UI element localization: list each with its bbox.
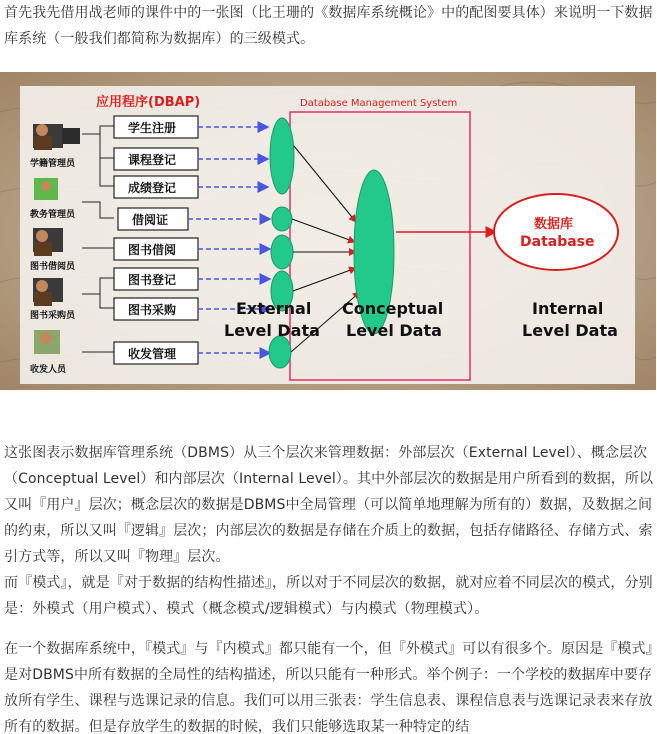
schema-paragraph: 而『模式』，就是『对于数据的结构性描述』，所以对于不同层次的数据，就对应着不同层次的模式，分别是：外模式（用户模式）、模式（概念模式/逻辑模式）与内模式（物理模式）。 xyxy=(4,575,653,617)
program-label-5: 图书借阅 xyxy=(128,243,177,257)
three-level-schema-figure xyxy=(0,72,656,390)
external-label-line2: Level Data xyxy=(224,321,320,340)
user-icon-2 xyxy=(34,178,58,200)
user-icon-4 xyxy=(33,278,63,306)
conceptual-label-line2: Level Data xyxy=(346,321,442,340)
program-label-6: 图书登记 xyxy=(128,273,177,287)
internal-label-line2: Level Data xyxy=(522,321,618,340)
program-label-8: 收发管理 xyxy=(128,347,177,361)
database-ellipse xyxy=(494,194,618,270)
internal-label-line1: Internal xyxy=(532,299,604,318)
program-label-1: 学生注册 xyxy=(128,121,177,135)
user-label-5: 收发人员 xyxy=(30,365,67,375)
external-label-line1: External xyxy=(236,299,312,318)
program-label-4: 借阅证 xyxy=(132,213,169,227)
user-icon-3 xyxy=(33,228,63,256)
example-paragraph: 在一个数据库系统中，『模式』与『内模式』都只能有一个，但『外模式』可以有很多个。原因是『模式』是对DBMS中所有数据的全局性的结构描述，所以只能有一种形式。举个例子：一个学校的数据库中要存放所有学生、课程与选课记录的信息。我们可以用三张表：学生信息表、课程信息表与选课记录表来存放所有的数据。但是存放学生的数据的时候，我们只能够选取某一种特定的结 xyxy=(4,641,653,734)
user-label-1: 学籍管理员 xyxy=(30,159,76,169)
program-label-7: 图书采购 xyxy=(128,303,177,317)
conceptual-label-line1: Conceptual xyxy=(342,299,444,318)
dbms-label: Database Management System xyxy=(300,98,458,109)
levels-paragraph: 这张图表示数据库管理系统（DBMS）从三个层次来管理数据：外部层次（External Level）、概念层次（Conceptual Level）和内部层次（Internal Level）。其中外部层次的数据是用户所看到的数据，所以又叫『用户』层次；概念层次的数据是DBMS中全局管理（可以简单地理解为所有的）数据，及数据之间的约束，所以又叫『逻辑』层次；内部层次的数据是存储在介质上的数据，包括存储路径、存储方式、索引方式等，所以又叫『物理』层次。 xyxy=(4,445,654,565)
user-icon-5 xyxy=(34,330,60,354)
user-label-3: 图书借阅员 xyxy=(30,262,76,272)
user-label-4: 图书采购员 xyxy=(30,311,76,321)
schema-diagram xyxy=(0,72,656,390)
program-label-3: 成绩登记 xyxy=(128,181,177,195)
database-label-cn: 数据库 xyxy=(534,217,574,232)
program-label-2: 课程登记 xyxy=(128,153,177,167)
database-label-en: Database xyxy=(520,234,595,250)
app-label: 应用程序(DBAP) xyxy=(96,95,201,110)
user-label-2: 教务管理员 xyxy=(30,210,76,220)
intro-paragraph: 首先我先借用战老师的课件中的一张图（比王珊的《数据库系统概论》中的配图要具体）来说明一下数据库系统（一般我们都简称为数据库）的三级模式。 xyxy=(4,5,653,47)
